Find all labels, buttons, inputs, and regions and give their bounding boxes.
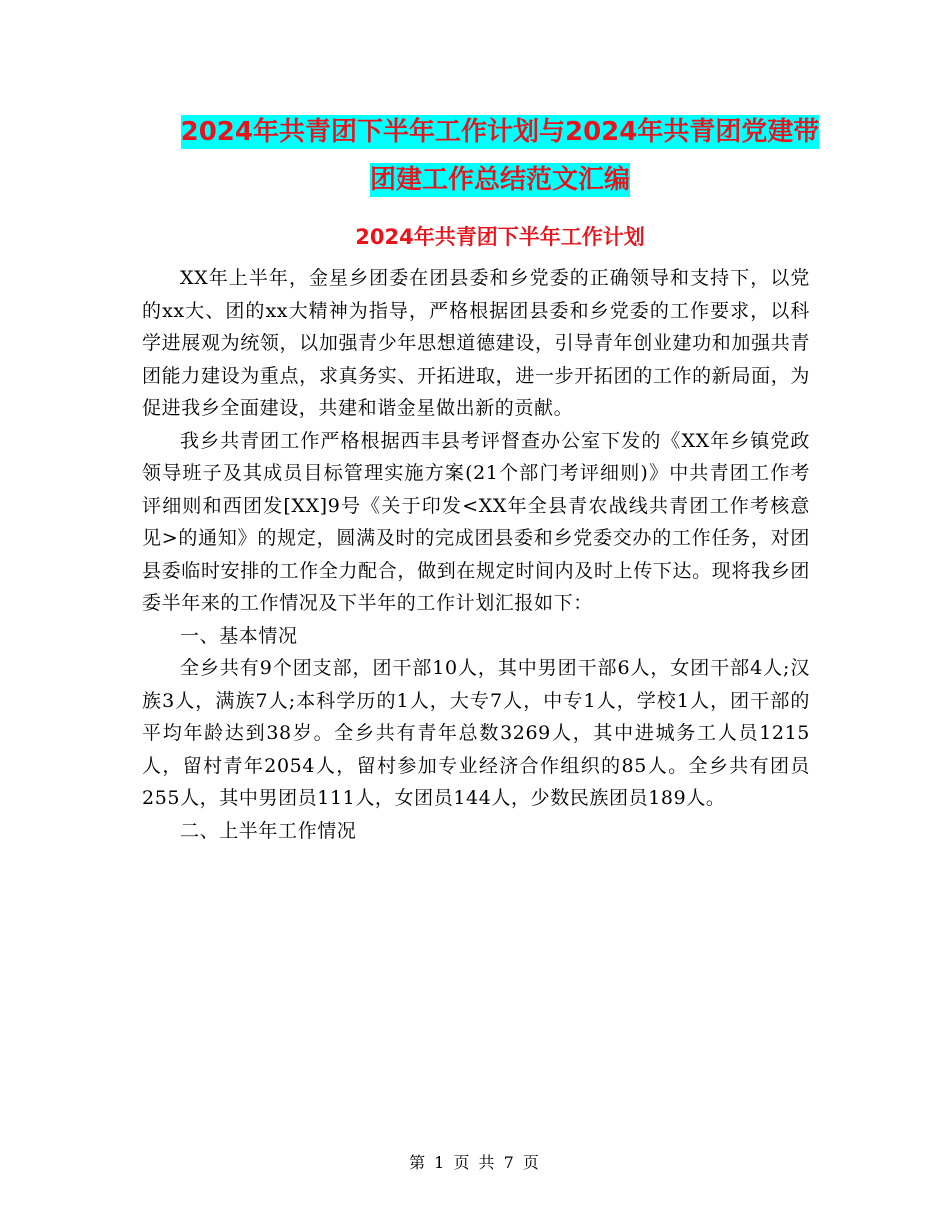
heading-first-half-work: 二、上半年工作情况 <box>180 819 357 842</box>
document-title-line-2: 团建工作总结范文汇编 <box>369 165 630 195</box>
heading-basic-situation: 一、基本情况 <box>180 624 298 647</box>
page-number-footer: 第 1 页 共 7 页 <box>409 1153 541 1172</box>
section-title: 2024年共青团下半年工作计划 <box>355 225 645 249</box>
document-body <box>142 262 810 847</box>
paragraph-intro: XX年上半年，金星乡团委在团县委和乡党委的正确领导和支持下，以党的xx大、团的xx大精神为指导，严格根据团县委和乡党委的工作要求，以科学进展观为统领，以加强青少年思想道德建设，引导青年创业建功和加强共青团能力建设为重点，求真务实、开拓进取，进一步开拓团的工作的新局面，为促进我乡全面建设，共建和谐金星做出新的贡献。 <box>142 267 810 419</box>
document-title-line-1: 2024年共青团下半年工作计划与2024年共青团党建带 <box>180 117 820 147</box>
paragraph-basis: 我乡共青团工作严格根据西丰县考评督查办公室下发的《XX年乡镇党政领导班子及其成员目标管理实施方案(21个部门考评细则)》中共青团工作考评细则和西团发[XX]9号《关于印发<XX年全县青农战线共青团工作考核意见>的通知》的规定，圆满及时的完成团县委和乡党委交办的工作任务，对团县委临时安排的工作全力配合，做到在规定时间内及时上传下达。现将我乡团委半年来的工作情况及下半年的工作计划汇报如下： <box>142 429 810 614</box>
document-title <box>140 108 860 204</box>
paragraph-statistics: 全乡共有9个团支部，团干部10人，其中男团干部6人，女团干部4人;汉族3人，满族7人;本科学历的1人，大专7人，中专1人，学校1人，团干部的平均年龄达到38岁。全乡共有青年总数3269人，其中进城务工人员1215人，留村青年2054人，留村参加专业经济合作组织的85人。全乡共有团员255人，其中男团员111人，女团员144人，少数民族团员189人。 <box>142 657 810 809</box>
